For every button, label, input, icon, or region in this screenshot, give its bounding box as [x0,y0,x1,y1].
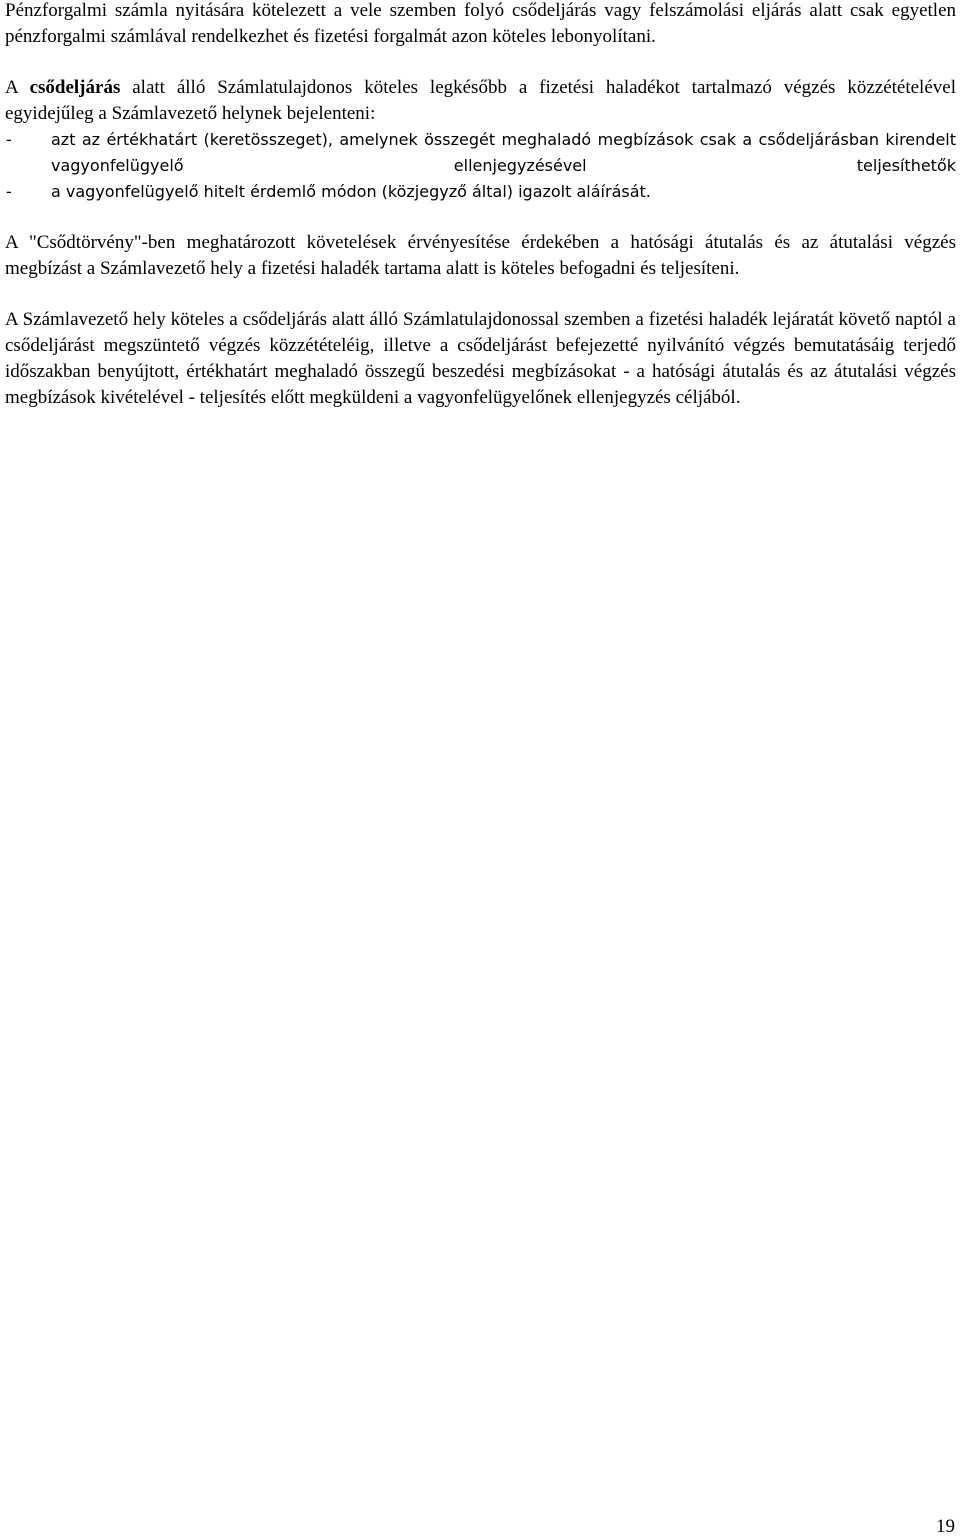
list-item-text: azt az értékhatárt (keretösszeget), amelynek összegét meghaladó megbízások csak a csődeljárásban kirendelt vagyonfelügyelő ellenjegyzésével teljesíthetők [51,130,956,175]
bold-term-csodeljaras: csődeljárás [29,77,121,98]
paragraph-collection-orders: A Számlavezető hely köteles a csődeljárás alatt álló Számlatulajdonossal szemben a fizetési haladék lejáratát követő naptól a csődeljárást megszüntető végzés közzétételéig, illetve a csődeljárást befejezetté nyilvánító végzés bemutatásáig terjedő időszakban benyújtott, értékhatárt meghaladó összegű beszedési megbízásokat - a hatósági átutalás és az átutalási végzés megbízások kivételével - teljesítés előtt megküldeni a vagyonfelügyelőnek ellenjegyzés céljából. [5,309,956,408]
list-item-text: a vagyonfelügyelő hitelt érdemlő módon (közjegyző által) igazolt aláírását. [51,182,651,201]
paragraph-account-obligation: Pénzforgalmi számla nyitására kötelezett a vele szemben folyó csődeljárás vagy felszámolási eljárás alatt csak egyetlen pénzforgalmi számlával rendelkezhet és fizetési forgalmát azon köteles lebonyolítani. [5,0,956,47]
paragraph-bankruptcy-act-claims: A "Csődtörvény"-ben meghatározott követelések érvényesítése érdekében a hatósági átutalás és az átutalási végzés megbízást a Számlavezető hely a fizetési haladék tartama alatt is köteles befogadni és teljesíteni. [5,232,956,279]
page-number: 19 [936,1516,955,1537]
document-page [5,0,956,436]
paragraph-notification-suffix: alatt álló Számlatulajdonos köteles legkésőbb a fizetési haladékot tartalmazó végzés közzétételével egyidejűleg a Számlavezető helynek bejelenteni: [5,77,956,124]
list-dash: - [6,130,12,149]
paragraph-notification-prefix: A [5,77,30,98]
list-item [5,179,956,205]
list-item [5,127,956,179]
list-dash: - [6,182,12,201]
paragraph-notification-duty [5,75,956,127]
notification-list [5,127,956,205]
